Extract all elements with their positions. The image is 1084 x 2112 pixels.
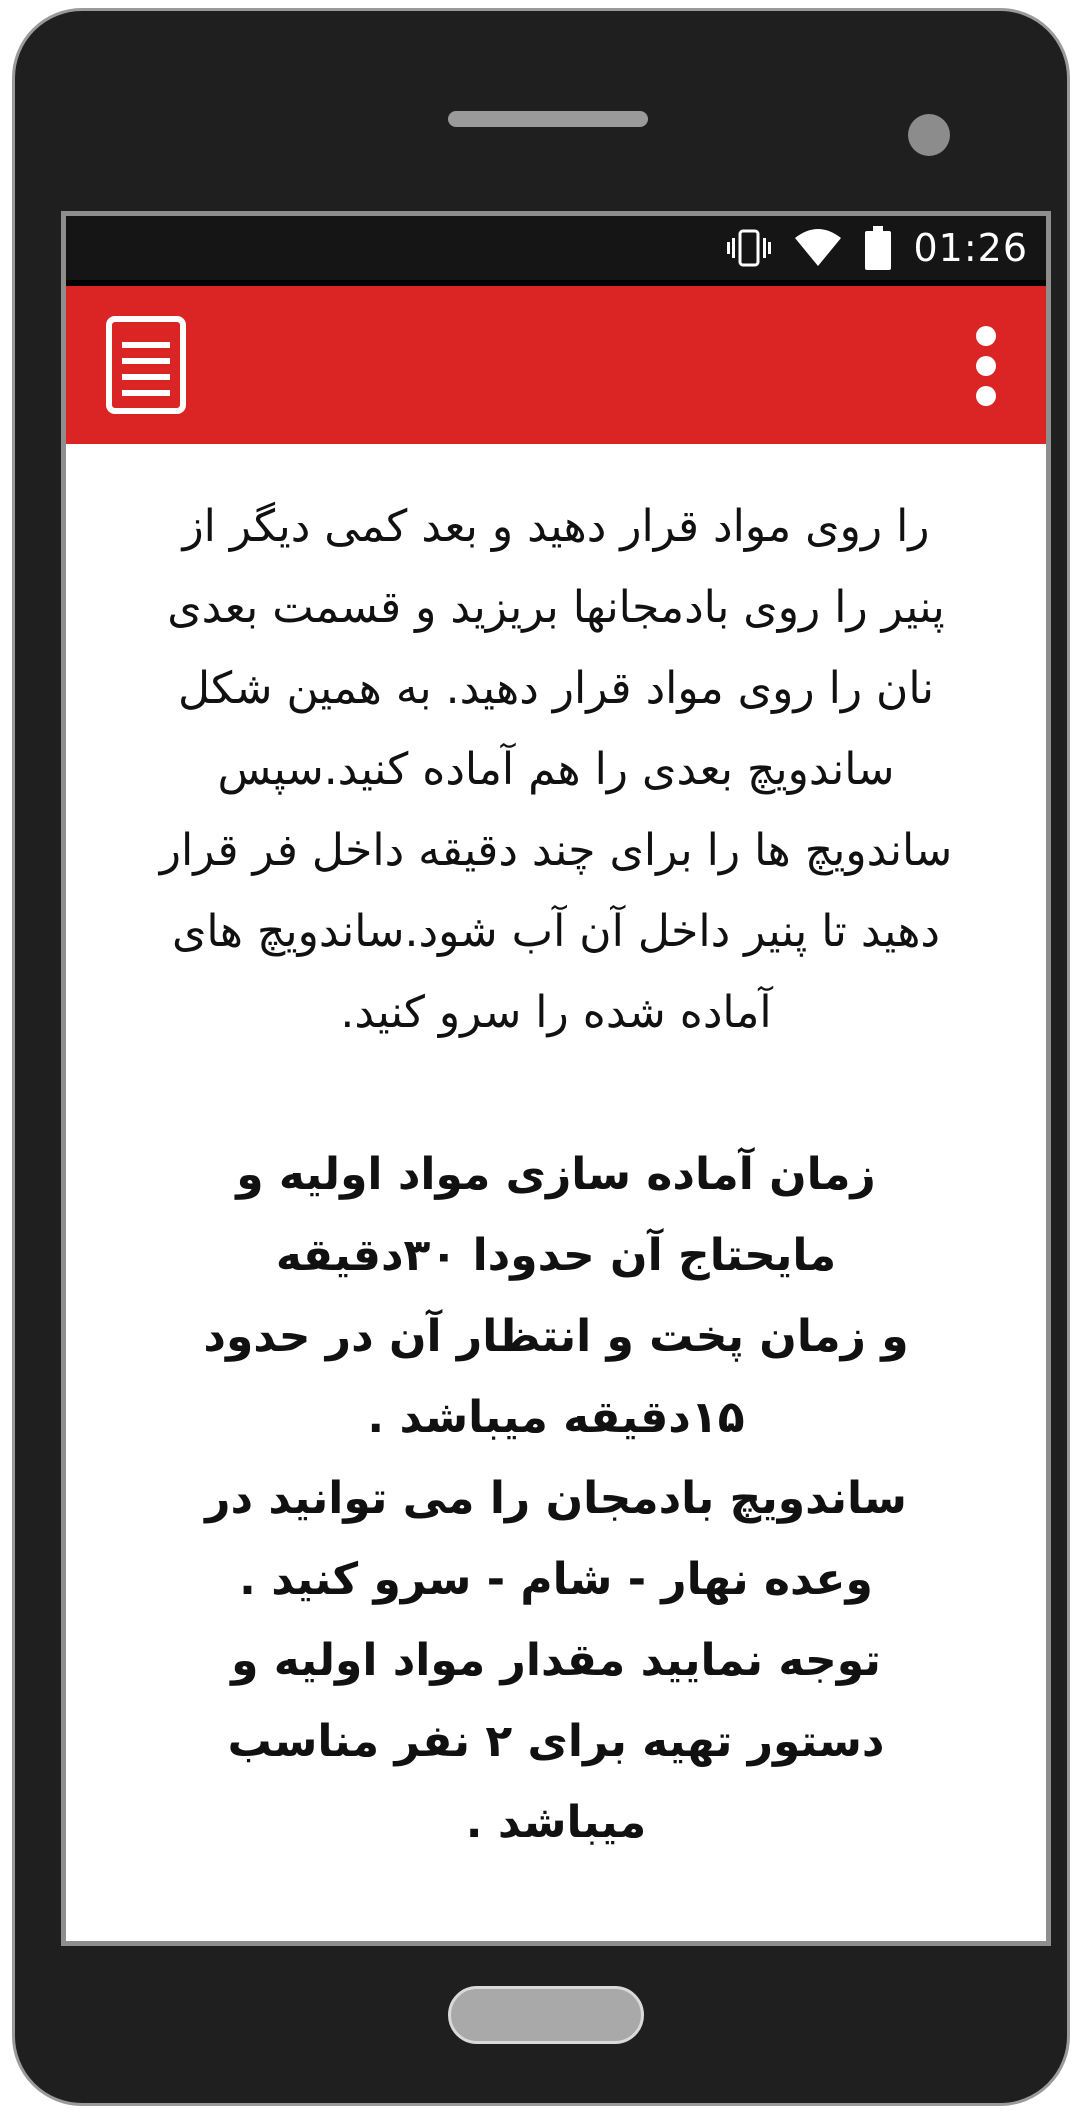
article-content <box>66 486 1046 1863</box>
phone-speaker <box>448 111 648 127</box>
status-bar <box>66 216 1046 280</box>
phone-frame <box>12 8 1070 2106</box>
wifi-icon <box>793 228 843 268</box>
portion-note: توجه نمایید مقدار مواد اولیه و دستور تهیه برای ۲ نفر مناسب میباشد . <box>227 1635 885 1848</box>
app-bar <box>66 286 1046 444</box>
vibrate-icon <box>727 228 771 268</box>
status-time: 01:26 <box>913 226 1028 270</box>
more-vert-icon[interactable] <box>974 324 998 408</box>
serving-info: ساندویچ بادمجان را می توانید در وعده نهار - شام - سرو کنید . <box>205 1473 907 1605</box>
home-button[interactable] <box>448 1986 644 2044</box>
screen <box>61 211 1051 1946</box>
document-icon[interactable] <box>106 316 186 414</box>
prep-time: زمان آماده سازی مواد اولیه و مایحتاج آن حدودا ۳۰دقیقه <box>236 1149 876 1281</box>
recipe-instructions: را روی مواد قرار دهید و بعد کمی دیگر از پنیر را روی بادمجانها بریزید و قسمت بعدی نان را روی مواد قرار دهید. به همین شکل ساندویچ بعدی را هم آماده کنید.سپس ساندویچ ها را برای چند دقیقه داخل فر قرار دهید تا پنیر داخل آن آب شود.ساندویچ های آماده شده را سرو کنید. <box>159 501 953 1038</box>
phone-camera <box>908 114 950 156</box>
spacer <box>156 1053 956 1134</box>
battery-icon <box>865 226 891 270</box>
cook-time: و زمان پخت و انتظار آن در حدود ۱۵دقیقه میباشد . <box>203 1311 909 1443</box>
